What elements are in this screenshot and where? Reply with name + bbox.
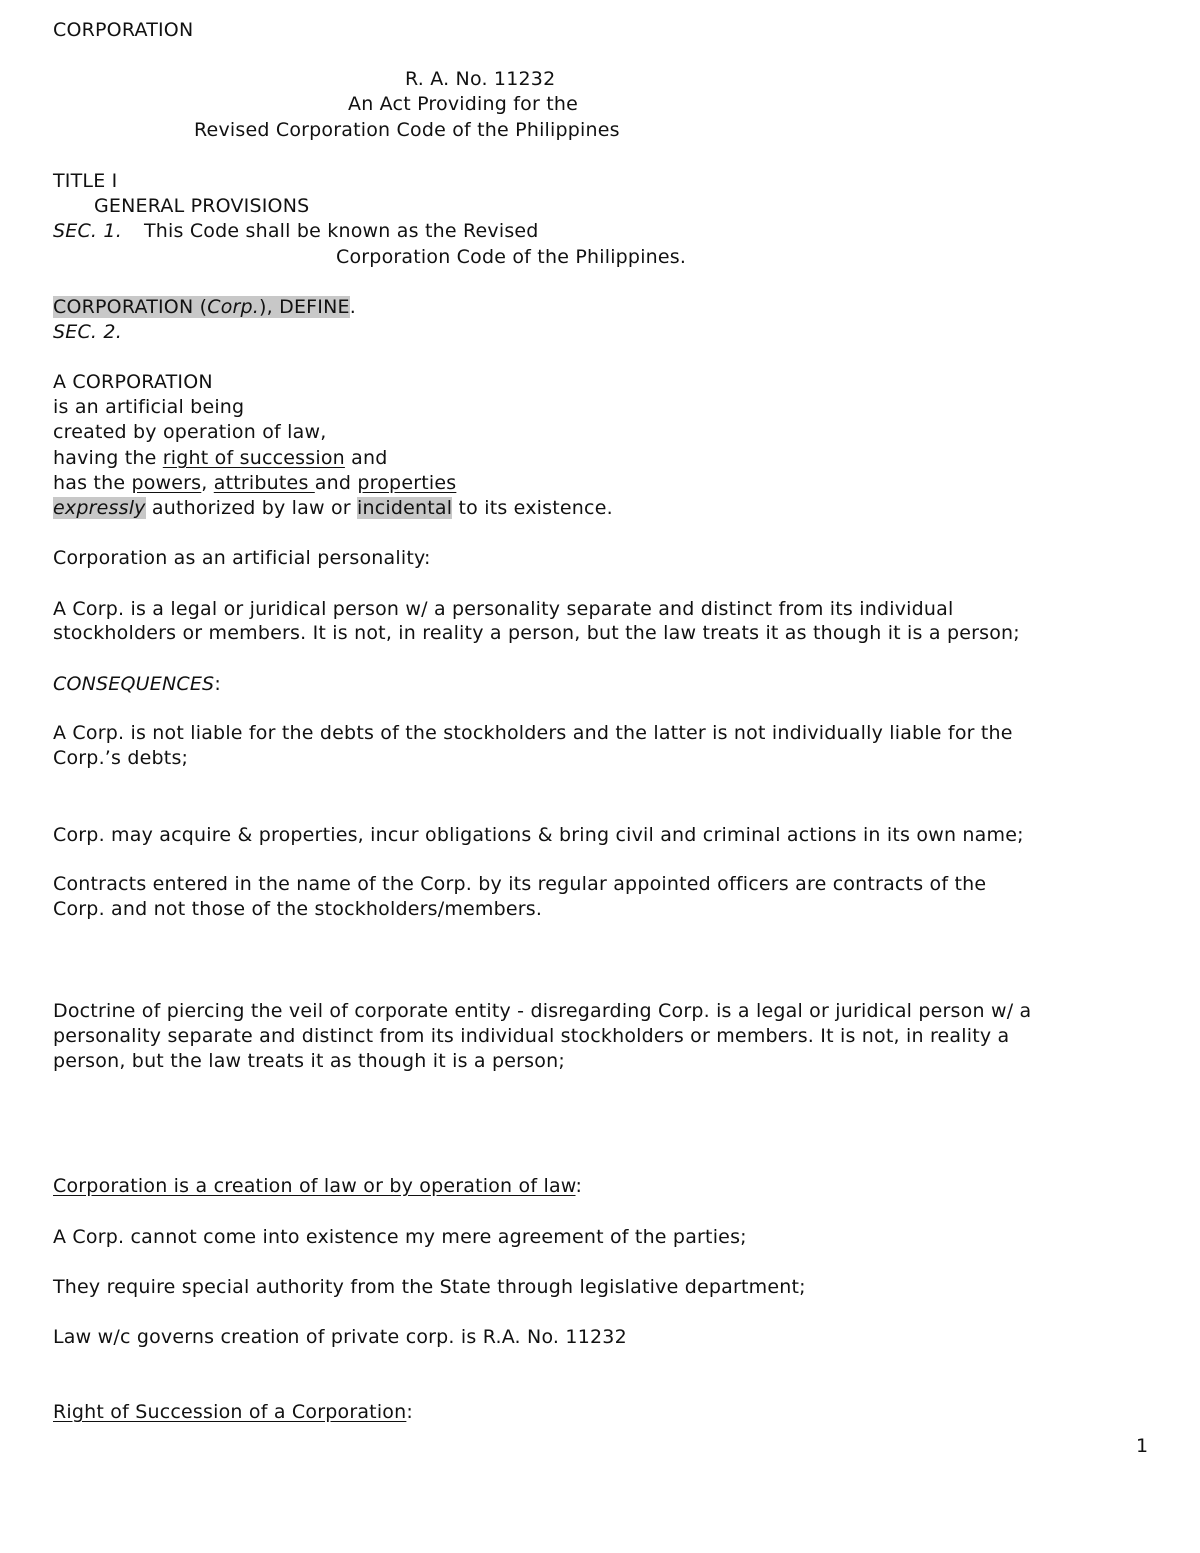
definition-line3: created by operation of law, <box>53 421 327 443</box>
act-title-line1: An Act Providing for the <box>348 93 578 115</box>
consequence3-line2: Corp. and not those of the stockholders/members. <box>53 898 543 920</box>
definition-line2: is an artificial being <box>53 396 245 418</box>
creation-heading: Corporation is a creation of law or by operation of law: <box>53 1175 583 1197</box>
artificial-personality-line1: A Corp. is a legal or juridical person w/ a personality separate and distinct from its individual <box>53 598 954 620</box>
creation-para1: A Corp. cannot come into existence my mere agreement of the parties; <box>53 1226 747 1248</box>
succession-heading: Right of Succession of a Corporation: <box>53 1401 413 1423</box>
incidental-highlight: incidental <box>357 497 453 519</box>
sec1-text: This Code shall be known as the Revised <box>143 220 539 242</box>
doctrine-line1: Doctrine of piercing the veil of corporate entity - disregarding Corp. is a legal or juridical person w/ a <box>53 1000 1032 1022</box>
act-number: R. A. No. 11232 <box>405 68 556 90</box>
sec1-line2: Corporation Code of the Philippines. <box>336 246 687 268</box>
consequence1-line2: Corp.’s debts; <box>53 747 189 769</box>
artificial-personality-heading: Corporation as an artificial personality: <box>53 547 431 569</box>
consequence2: Corp. may acquire & properties, incur obligations & bring civil and criminal actions in its own name; <box>53 824 1024 846</box>
page-number: 1 <box>1136 1435 1149 1457</box>
consequences-heading: CONSEQUENCES: <box>53 673 221 695</box>
consequence1-line1: A Corp. is not liable for the debts of the stockholders and the latter is not individually liable for the <box>53 722 1013 744</box>
definition-heading-highlight: CORPORATION (Corp.), DEFINE <box>53 296 350 318</box>
title-subheading: GENERAL PROVISIONS <box>94 195 310 217</box>
expressly-highlight: expressly <box>53 497 146 519</box>
definition-line1: A CORPORATION <box>53 371 213 393</box>
right-of-succession-term: right of succession <box>162 447 345 469</box>
definition-line4: having the right of succession and <box>53 447 388 469</box>
definition-line5: has the powers, attributes and properties <box>53 472 457 494</box>
doctrine-line3: person, but the law treats it as though it is a person; <box>53 1050 565 1072</box>
act-title-line2: Revised Corporation Code of the Philippines <box>194 119 620 141</box>
definition-heading: CORPORATION (Corp.), DEFINE. <box>53 296 356 318</box>
creation-para3: Law w/c governs creation of private corp. is R.A. No. 11232 <box>53 1326 627 1348</box>
document-header: CORPORATION <box>53 19 194 41</box>
attributes-term: attributes <box>213 472 315 494</box>
title-heading: TITLE I <box>53 170 118 192</box>
sec1-line1 <box>53 219 539 244</box>
consequence3-line1: Contracts entered in the name of the Corp. by its regular appointed officers are contracts of the <box>53 873 987 895</box>
properties-term: properties <box>357 472 457 494</box>
sec2-label: SEC. 2. <box>53 321 122 343</box>
definition-line6: expressly authorized by law or incidental to its existence. <box>53 497 613 519</box>
powers-term: powers <box>131 472 202 494</box>
creation-para2: They require special authority from the State through legislative department; <box>53 1276 806 1298</box>
artificial-personality-line2: stockholders or members. It is not, in reality a person, but the law treats it as though it is a person; <box>53 622 1020 644</box>
sec1-label: SEC. 1. <box>53 220 122 242</box>
doctrine-line2: personality separate and distinct from its individual stockholders or members. It is not, in reality a <box>53 1025 1010 1047</box>
